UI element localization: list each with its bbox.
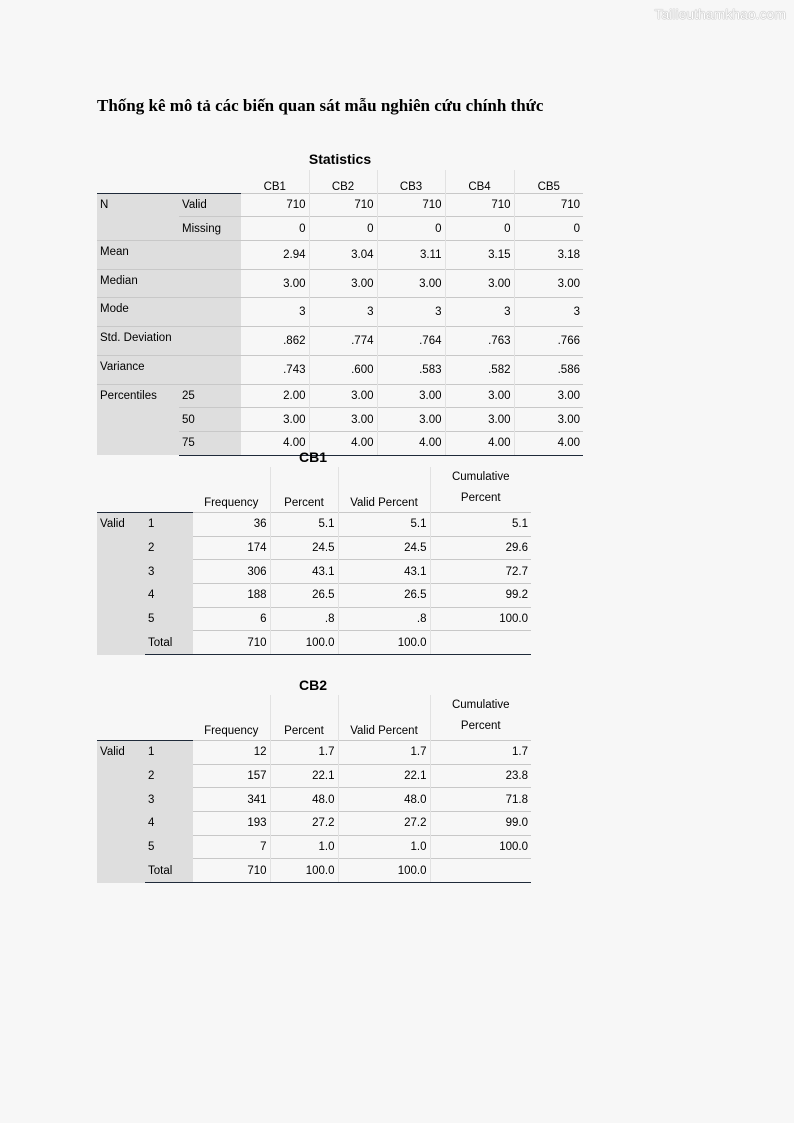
statistic-value: 0 xyxy=(377,217,445,241)
header-frequency: Frequency xyxy=(204,725,259,737)
statistic-value: .583 xyxy=(377,355,445,384)
header-percent: Percent xyxy=(270,695,338,741)
percent-value: 26.5 xyxy=(270,584,338,608)
row-sublabel: 50 xyxy=(179,408,241,432)
category-label: 1 xyxy=(145,513,193,537)
valid-percent-value: 22.1 xyxy=(338,764,430,788)
statistic-value: 3 xyxy=(309,298,377,327)
statistic-value: 3 xyxy=(514,298,583,327)
row-sublabel xyxy=(179,327,241,356)
statistics-row xyxy=(97,241,583,270)
frequency-row xyxy=(97,584,531,608)
category-label: 5 xyxy=(145,835,193,859)
cumulative-value: 23.8 xyxy=(430,764,531,788)
row-label: Variance xyxy=(97,355,179,384)
valid-percent-value: 1.7 xyxy=(338,741,430,765)
category-label: Total xyxy=(145,859,193,883)
statistic-value: .743 xyxy=(241,355,309,384)
cumulative-value: 29.6 xyxy=(430,536,531,560)
frequency-value: 341 xyxy=(193,788,270,812)
statistics-row xyxy=(97,327,583,356)
statistic-value: 3.00 xyxy=(445,269,514,298)
percent-value: 1.7 xyxy=(270,741,338,765)
frequency-row xyxy=(97,812,531,836)
statistic-value: .774 xyxy=(309,327,377,356)
cumulative-value: 100.0 xyxy=(430,835,531,859)
statistic-value: 3.18 xyxy=(514,241,583,270)
statistic-value: 3.00 xyxy=(309,269,377,298)
column-header-cb5: CB5 xyxy=(514,170,583,193)
statistic-value: 3.00 xyxy=(377,408,445,432)
statistic-value: .862 xyxy=(241,327,309,356)
frequency-row xyxy=(97,631,531,655)
valid-percent-value: 43.1 xyxy=(338,560,430,584)
frequency-value: 710 xyxy=(193,631,270,655)
statistic-value: 0 xyxy=(445,217,514,241)
header-frequency: Frequency xyxy=(204,497,259,509)
cb1-table-title: CB1 xyxy=(298,449,327,465)
frequency-value: 710 xyxy=(193,859,270,883)
statistic-value: 3.00 xyxy=(309,384,377,408)
category-label: 4 xyxy=(145,584,193,608)
percent-value: 24.5 xyxy=(270,536,338,560)
statistics-row xyxy=(97,193,583,217)
statistic-value: 3.00 xyxy=(377,384,445,408)
column-header-cb4: CB4 xyxy=(445,170,514,193)
statistic-value: 4.00 xyxy=(241,431,309,455)
valid-percent-value: 1.0 xyxy=(338,835,430,859)
frequency-row xyxy=(97,560,531,584)
column-header-cb1: CB1 xyxy=(263,180,286,193)
frequency-row xyxy=(97,859,531,883)
frequency-row xyxy=(97,536,531,560)
row-label: Percentiles xyxy=(97,384,179,455)
statistic-value: 4.00 xyxy=(309,431,377,455)
statistics-table xyxy=(97,170,583,456)
statistic-value: 3.00 xyxy=(514,408,583,432)
category-label: 4 xyxy=(145,812,193,836)
row-sublabel: Valid xyxy=(179,193,241,217)
valid-percent-value: .8 xyxy=(338,607,430,631)
statistic-value: .764 xyxy=(377,327,445,356)
cb2-table-title: CB2 xyxy=(298,677,327,693)
statistic-value: 0 xyxy=(241,217,309,241)
cb2-frequency-table xyxy=(97,695,531,883)
statistic-value: .600 xyxy=(309,355,377,384)
valid-percent-value: 26.5 xyxy=(338,584,430,608)
statistic-value: .766 xyxy=(514,327,583,356)
cumulative-value: 99.0 xyxy=(430,812,531,836)
header-percent: Percent xyxy=(270,467,338,513)
category-label: 3 xyxy=(145,788,193,812)
statistic-value: 3.00 xyxy=(241,269,309,298)
frequency-value: 7 xyxy=(193,835,270,859)
percent-value: 27.2 xyxy=(270,812,338,836)
row-sublabel xyxy=(179,269,241,298)
statistic-value: 710 xyxy=(377,193,445,217)
statistic-value: 4.00 xyxy=(445,431,514,455)
row-sublabel: Missing xyxy=(179,217,241,241)
frequency-row xyxy=(97,607,531,631)
row-sublabel xyxy=(179,298,241,327)
frequency-value: 306 xyxy=(193,560,270,584)
category-label: 1 xyxy=(145,741,193,765)
statistic-value: 710 xyxy=(445,193,514,217)
percent-value: 48.0 xyxy=(270,788,338,812)
statistic-value: 4.00 xyxy=(514,431,583,455)
row-label: Mode xyxy=(97,298,179,327)
statistic-value: 3.11 xyxy=(377,241,445,270)
percent-value: 43.1 xyxy=(270,560,338,584)
cumulative-value xyxy=(430,631,531,655)
statistics-row xyxy=(97,298,583,327)
cumulative-value: 99.2 xyxy=(430,584,531,608)
row-sublabel xyxy=(179,355,241,384)
frequency-row xyxy=(97,513,531,537)
frequency-value: 157 xyxy=(193,764,270,788)
row-label: Mean xyxy=(97,241,179,270)
statistic-value: 3 xyxy=(241,298,309,327)
header-cumulative-percent xyxy=(430,467,531,513)
statistic-value: 3 xyxy=(377,298,445,327)
row-label: N xyxy=(97,193,179,240)
valid-percent-value: 100.0 xyxy=(338,859,430,883)
valid-percent-value: 5.1 xyxy=(338,513,430,537)
frequency-row xyxy=(97,764,531,788)
percent-value: .8 xyxy=(270,607,338,631)
header-valid-percent: Valid Percent xyxy=(338,467,430,513)
frequency-value: 188 xyxy=(193,584,270,608)
header-cumulative-line1: Cumulative xyxy=(451,699,510,711)
statistics-row xyxy=(97,355,583,384)
statistics-row xyxy=(97,269,583,298)
frequency-value: 193 xyxy=(193,812,270,836)
row-sublabel xyxy=(179,241,241,270)
statistic-value: 3.00 xyxy=(514,384,583,408)
frequency-value: 174 xyxy=(193,536,270,560)
statistic-value: 3.00 xyxy=(309,408,377,432)
percent-value: 1.0 xyxy=(270,835,338,859)
page-heading: Thống kê mô tả các biến quan sát mẫu nghiên cứu chính thức xyxy=(97,96,544,115)
cumulative-value: 72.7 xyxy=(430,560,531,584)
category-label: 2 xyxy=(145,764,193,788)
statistic-value: .586 xyxy=(514,355,583,384)
statistic-value: 3.00 xyxy=(514,269,583,298)
cumulative-value: 5.1 xyxy=(430,513,531,537)
statistic-value: 0 xyxy=(514,217,583,241)
valid-percent-value: 100.0 xyxy=(338,631,430,655)
percent-value: 100.0 xyxy=(270,631,338,655)
frequency-row xyxy=(97,741,531,765)
column-header-cb3: CB3 xyxy=(377,170,445,193)
statistics-title: Statistics xyxy=(308,151,372,167)
valid-percent-value: 48.0 xyxy=(338,788,430,812)
valid-percent-value: 24.5 xyxy=(338,536,430,560)
statistic-value: 710 xyxy=(241,193,309,217)
statistic-value: 3.00 xyxy=(445,408,514,432)
statistic-value: 3.00 xyxy=(241,408,309,432)
statistic-value: 3 xyxy=(445,298,514,327)
statistic-value: 3.15 xyxy=(445,241,514,270)
statistic-value: 710 xyxy=(514,193,583,217)
row-sublabel: 25 xyxy=(179,384,241,408)
cb1-frequency-table xyxy=(97,467,531,655)
statistic-value: .763 xyxy=(445,327,514,356)
cumulative-value xyxy=(430,859,531,883)
statistic-value: 2.94 xyxy=(241,241,309,270)
row-label: Std. Deviation xyxy=(97,327,179,356)
category-label: 2 xyxy=(145,536,193,560)
column-header-cb2: CB2 xyxy=(309,170,377,193)
cumulative-value: 100.0 xyxy=(430,607,531,631)
group-label: Valid xyxy=(97,741,145,883)
statistic-value: 2.00 xyxy=(241,384,309,408)
statistic-value: 3.04 xyxy=(309,241,377,270)
frequency-row xyxy=(97,788,531,812)
frequency-value: 6 xyxy=(193,607,270,631)
percent-value: 5.1 xyxy=(270,513,338,537)
percent-value: 100.0 xyxy=(270,859,338,883)
cumulative-value: 71.8 xyxy=(430,788,531,812)
category-label: Total xyxy=(145,631,193,655)
percent-value: 22.1 xyxy=(270,764,338,788)
header-cumulative-percent xyxy=(430,695,531,741)
header-cumulative-line1: Cumulative xyxy=(451,471,510,483)
frequency-row xyxy=(97,835,531,859)
valid-percent-value: 27.2 xyxy=(338,812,430,836)
category-label: 5 xyxy=(145,607,193,631)
header-cumulative-line2: Percent xyxy=(460,720,501,732)
cumulative-value: 1.7 xyxy=(430,741,531,765)
statistic-value: 3.00 xyxy=(445,384,514,408)
frequency-value: 12 xyxy=(193,741,270,765)
statistics-row xyxy=(97,384,583,408)
category-label: 3 xyxy=(145,560,193,584)
header-valid-percent: Valid Percent xyxy=(338,695,430,741)
header-cumulative-line2: Percent xyxy=(460,492,501,504)
statistic-value: 4.00 xyxy=(377,431,445,455)
statistic-value: 0 xyxy=(309,217,377,241)
statistic-value: 3.00 xyxy=(377,269,445,298)
statistic-value: .582 xyxy=(445,355,514,384)
watermark-text: Tailieuthamkhao.com xyxy=(654,6,786,22)
statistic-value: 710 xyxy=(309,193,377,217)
frequency-value: 36 xyxy=(193,513,270,537)
row-sublabel: 75 xyxy=(179,431,241,455)
row-label: Median xyxy=(97,269,179,298)
group-label: Valid xyxy=(97,513,145,655)
